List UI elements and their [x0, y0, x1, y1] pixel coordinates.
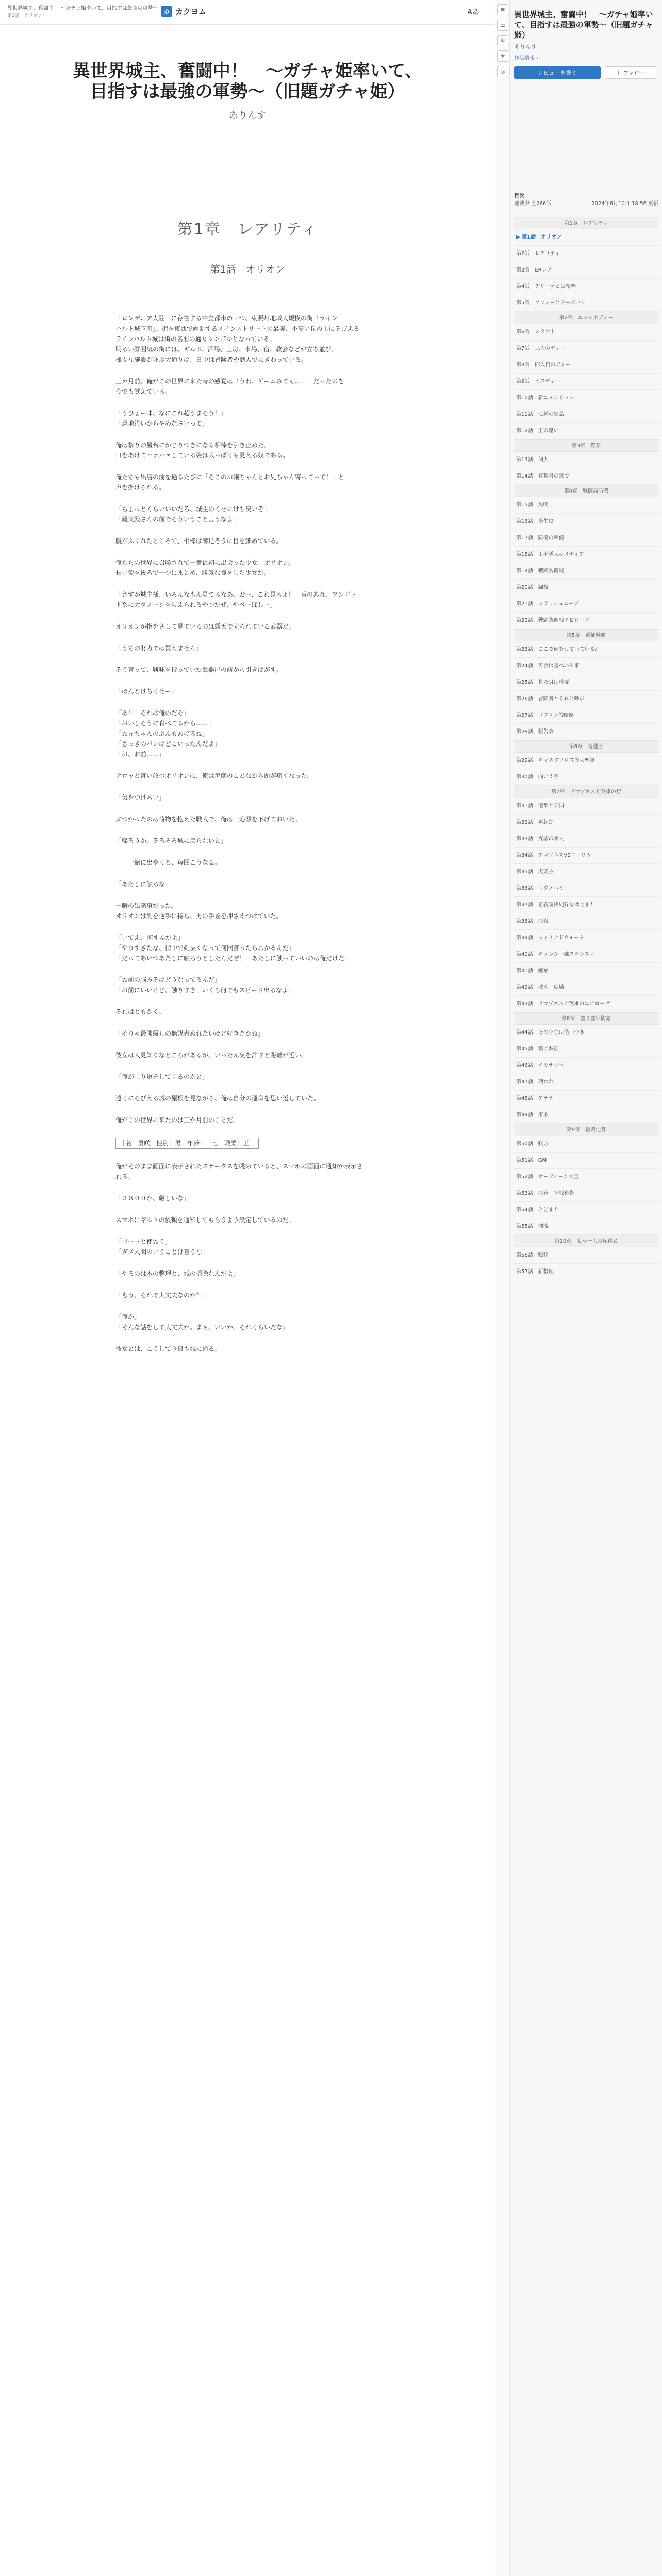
toc-episode-link[interactable]: 第17話 防衛の準備	[514, 530, 658, 547]
story-line: 「ダメ人間のいうことは言うな」	[115, 1248, 209, 1256]
toc-episode-link[interactable]: 第32話 再起動	[514, 815, 658, 831]
circle-icon[interactable]: ◎	[497, 66, 508, 77]
paragraph-gap	[115, 1204, 384, 1215]
paragraph-gap	[115, 995, 384, 1007]
toc-episode-link[interactable]: 第10話 新ユメジリョン	[514, 390, 658, 406]
toc-episode-link[interactable]: 第35話 天要主	[514, 864, 658, 880]
episode-body	[115, 313, 384, 1354]
story-line: 「お前の脳みそはどうなってるんだ」	[115, 976, 221, 984]
story-line: 「ロンデニア大陸」に存在する中立都市の１つ、東照州地域大規模の街「ライン	[115, 315, 338, 322]
story-line: 「お兄ちゃんのぶんもあげるね」	[115, 730, 209, 737]
story-line: 俺たちも出店の前を通るたびに「そこのお嬢ちゃんとお兄ちゃん寄ってって！」と	[115, 473, 345, 481]
story-line: 「お前にいいけど、触りすぎ。いくら何でもスピード出るなよ」	[115, 987, 295, 994]
paragraph-gap	[115, 889, 384, 901]
toc-episode-link[interactable]: 第39話 ファイナドウォーク	[514, 930, 658, 946]
story-line: 「パーッと使おう」	[115, 1238, 172, 1245]
work-panel	[514, 9, 658, 1280]
paragraph-gap	[115, 493, 384, 504]
toc-section-header: 第7章 アマゾネス七英雄の行	[514, 786, 658, 798]
toc-episode-link[interactable]: 第53話 決意＋宣戦布告	[514, 1185, 658, 1202]
story-line: 声を掛けられる。	[115, 484, 166, 491]
paragraph-gap	[115, 1300, 384, 1312]
story-line	[115, 1137, 384, 1150]
toc-episode-link[interactable]: 第26話 冒険者とそれと呼び	[514, 691, 658, 707]
toc-episode-link[interactable]: 第55話 漂流	[514, 1218, 658, 1235]
story-line: 「そんな話をして大丈夫か。まぁ、いいか。それくらいだな」	[115, 1324, 289, 1331]
work-heading	[67, 61, 428, 122]
story-line: 俺がこの世界に来たのは三か月前のことだ。	[115, 1116, 240, 1124]
story-line: ト系に大ダメージを与えられるやつだぜ。やべーほしー」	[115, 601, 276, 608]
paragraph-gap	[115, 1060, 384, 1072]
toc-episode-link[interactable]: 第29話 キャスタウロスの大聖誕	[514, 753, 658, 769]
toc-section-header: 第2章 エンスポディー	[514, 312, 658, 324]
sidebar	[495, 0, 662, 2576]
toc-episode-link[interactable]: 第21話 フラッシュムーブ	[514, 596, 658, 613]
paragraph-gap	[115, 868, 384, 879]
toc-episode-link[interactable]: 第52話 オーディーン大宣	[514, 1169, 658, 1185]
toc-episode-link[interactable]: 第44話 その小生は値口つき	[514, 1025, 658, 1041]
sidebar-work-title[interactable]: 異世界城主、奮闘中！ 〜ガチャ姫率いて、目指すは最強の軍勢〜（旧題ガチャ姫）	[514, 10, 653, 40]
toc-section-header: 第6章 竜運王	[514, 740, 658, 753]
story-line: 今でも覚えている。	[115, 388, 172, 395]
story-line: 様々な施設が並ぶ大通りは、日中は冒険者や商人でにぎわっている。	[115, 356, 307, 363]
toc-section-header: 第1章 レアリティ	[514, 217, 658, 229]
story-line: 三カ月前、俺がこの世界に来た時の感覚は「うわ、ゲームみてぇ……」だったのを	[115, 378, 344, 385]
toc-episode-link[interactable]: 第45話 領ごお征	[514, 1041, 658, 1058]
story-line: 「さすが城主様、いろんなもん見てるなあ。おー、これ見ろよ！ 旨のあれ、アンデッ	[115, 591, 357, 598]
toc-section-header: 第4章 戦闘局防戦	[514, 485, 658, 497]
story-line: 一瞬の出来事だった。	[115, 902, 178, 909]
paragraph-gap	[115, 675, 384, 686]
toc-episode-link[interactable]: 第48話 アテナ	[514, 1091, 658, 1107]
toc-episode-link[interactable]: 第40話 キュンシー雑フランスマ	[514, 946, 658, 963]
story-line: オリオンは剣を逆手に持ち、男の手首を押さえつけていた。	[115, 912, 283, 920]
toc-section-header: 第8章 盗り盗い防衛	[514, 1012, 658, 1025]
toc-episode-link[interactable]: 第41話 継承	[514, 963, 658, 979]
toc-section-header: 第9章 信戦他賞	[514, 1124, 658, 1136]
toc-episode-link[interactable]: 第13話 個人	[514, 452, 658, 468]
story-line: 彼女とは、こうして今日も城に帰る。	[115, 1345, 221, 1352]
paragraph-gap	[115, 578, 384, 589]
sidebar-toolbar	[495, 0, 510, 2576]
story-line: 「俺か」	[115, 1313, 141, 1320]
toc-episode-link[interactable]: 第4話 アリーナとは相棒	[514, 279, 658, 295]
story-line: 「だってあいつあたしに触ろうとしたんだぜ！ あたしに触っていいのは俺だけだ」	[115, 955, 351, 962]
table-of-contents	[514, 217, 658, 1280]
toc-episode-link[interactable]: 第42話 散斗 広場	[514, 979, 658, 996]
paragraph-gap	[115, 461, 384, 472]
paragraph-gap	[115, 1332, 384, 1344]
status-box: ［名 勇咲 性別：男 年齢：一七 職業：王］	[115, 1138, 259, 1149]
site-header	[0, 0, 495, 25]
gear-icon[interactable]: ⚙	[497, 35, 508, 46]
paragraph-gap	[115, 824, 384, 836]
story-line: 俺がそのまま画面に表示されたステータスを眺めていると、スマホの画面に通知が表示さ	[115, 1163, 363, 1170]
paragraph-gap	[115, 846, 384, 857]
toc-episode-link[interactable]: 第37話 正義調決純粋なはじまり	[514, 897, 658, 913]
toc-episode-link[interactable]: 第3話 ERレア	[514, 262, 658, 279]
toc-episode-link[interactable]: 第46話 イカサマ玉	[514, 1058, 658, 1074]
paragraph-gap	[115, 1017, 384, 1028]
story-line: 「あたしに触るな」	[115, 880, 172, 888]
toc-episode-link[interactable]: 第7話 三人のディー	[514, 341, 658, 357]
toc-episode-link[interactable]: 第50話 転方	[514, 1136, 658, 1153]
toc-episode-link[interactable]: 第27話 ゴブリン戦略略	[514, 707, 658, 724]
toc-episode-link[interactable]: 第51話 GM	[514, 1153, 658, 1169]
story-line: 「うひょー味、なにこれ超うまそう！」	[115, 410, 227, 417]
toc-episode-link[interactable]: 第6話 スタウト	[514, 324, 658, 341]
chapter-title: 第1章 レアリティ	[177, 221, 318, 239]
site-logo-text: カクヨム	[175, 7, 207, 16]
paragraph-gap	[115, 546, 384, 557]
paragraph-gap	[115, 1039, 384, 1050]
paragraph-gap	[115, 1125, 384, 1137]
breadcrumb-title[interactable]: 異世界城主、奮闘中！ 〜ガチャ姫率いて、目指すは最強の軍勢〜	[7, 6, 158, 11]
toc-episode-link[interactable]: 第9話 ミスディー	[514, 374, 658, 390]
story-line: 明るい雰囲気の街には、ギルド、酒場、工房、市場、宿、教会などが立ち並び、	[115, 346, 338, 353]
toc-section-header: 第5章 遠征戦略	[514, 629, 658, 641]
story-line: 「３８００か、厳しいな」	[115, 1195, 190, 1202]
author-name[interactable]: ありんす	[229, 110, 266, 121]
toc-section-header: 第3章 野菜	[514, 439, 658, 452]
paragraph-gap	[115, 610, 384, 621]
story-line: 腹がふくれたところで、相棒は満足そうに目を細めている。	[115, 537, 283, 545]
toc-episode-link[interactable]: 第19話 戦闘防衛戦	[514, 563, 658, 580]
toc-meta	[514, 192, 658, 208]
toc-episode-link[interactable]: 第49話 家主	[514, 1107, 658, 1124]
toc-episode-link[interactable]: 第56話 転移	[514, 1247, 658, 1264]
paragraph-gap	[115, 697, 384, 708]
story-line: 「親父殿さんの前でそういうこと言うなよ」	[115, 516, 240, 523]
toc-episode-link[interactable]: 第47話 使われ	[514, 1074, 658, 1091]
paragraph-gap	[115, 1082, 384, 1093]
story-line: 「お、お前……」	[115, 751, 166, 758]
paragraph-gap	[115, 365, 384, 376]
paragraph-gap	[115, 1279, 384, 1290]
toc-episode-link[interactable]: 第24話 再会は喜べいる事	[514, 658, 658, 674]
story-line: そう言って、興味を持っていた武器屋の前から引きはがす。	[115, 666, 282, 673]
toc-episode-link[interactable]: 第30話 向いえ手	[514, 769, 658, 786]
toc-episode-link[interactable]: ▶ 第1話 オリオン	[514, 229, 658, 246]
story-line: 「俺が上り道をしてくるのかと」	[115, 1073, 209, 1080]
toc-episode-link[interactable]: 第31話 宅都と天国	[514, 798, 658, 815]
paragraph-gap	[115, 1104, 384, 1115]
paragraph-gap	[115, 921, 384, 933]
toc-episode-link[interactable]: 第11話 七種の結晶	[514, 406, 658, 423]
paragraph-gap	[115, 803, 384, 814]
story-line: ケロッと言い放つオリオンに、俺は毎度のことながら頭が痛くなった。	[115, 772, 313, 779]
paragraph-gap	[115, 781, 384, 792]
toc-meta-row	[514, 200, 658, 208]
toc-episode-link[interactable]: 第22話 戦闘防衛戦エピローグ	[514, 613, 658, 629]
paragraph-gap	[115, 397, 384, 408]
paragraph-gap	[115, 1257, 384, 1268]
action-buttons	[514, 66, 658, 79]
toc-episode-link[interactable]: 第8話 四人目のディー	[514, 357, 658, 374]
story-line: 俺は祭りの屋台にかじりつきになる相棒を引き止めた。	[115, 442, 271, 449]
episode-count: 連載中 全266話	[514, 201, 552, 207]
work-title[interactable]: 異世界城主、奮闘中！ 〜ガチャ姫率いて、目指すは最強の軍勢〜（旧題ガチャ姫）	[72, 61, 423, 102]
star-icon[interactable]: ★	[497, 50, 508, 62]
toc-label: 目次	[514, 193, 524, 199]
toc-episode-link[interactable]: 第15話 説明	[514, 497, 658, 514]
toc-episode-link[interactable]: 第34話 アマゾネスVSエーリカ	[514, 848, 658, 864]
toc-episode-link[interactable]: 第25話 見た目は重要	[514, 674, 658, 691]
paragraph-gap	[115, 653, 384, 665]
toc-episode-link[interactable]: 第23話 ここで何をしていている？	[514, 641, 658, 658]
toc-episode-link[interactable]: 第36話 コクノハミ	[514, 880, 658, 897]
toc-episode-link[interactable]: 第38話 決着	[514, 913, 658, 930]
story-line: 俺たちの世界に召喚されて一番最初に出会った少女、オリオン。	[115, 559, 294, 566]
story-line: 「やりすぎたな、街中で剣抜くなって何回言ったらわかるんだ」	[115, 944, 295, 952]
list-icon[interactable]: ☰	[497, 20, 508, 31]
paragraph-gap	[115, 963, 384, 975]
reader-main	[0, 25, 495, 2576]
story-line: スマホにギルドの依頼を通知してもらうよう設定しているのだ。	[115, 1216, 295, 1224]
paragraph-gap	[115, 429, 384, 440]
story-line: 「さっきのパンはどこいったんだよ」	[115, 740, 221, 748]
display-settings-button[interactable]: Aあ	[467, 8, 479, 16]
paragraph-gap	[115, 759, 384, 771]
toc-episode-link[interactable]: 第2話 レアリティ	[514, 246, 658, 262]
toc-episode-link[interactable]: 第20話 闘技	[514, 580, 658, 596]
write-review-button[interactable]: レビューを書く	[514, 66, 601, 79]
story-line: 「うちの財力では買えません」	[115, 645, 203, 652]
last-updated: 2024年6月10日 18:56 更新	[591, 201, 658, 207]
toc-section-header: 第10章 もう一人の転移者	[514, 1235, 658, 1247]
episode-title: 第1話 オリオン	[210, 264, 285, 275]
toc-episode-link[interactable]: 第57話 新整理	[514, 1264, 658, 1280]
work-info-link[interactable]: 作品情報 ›	[514, 56, 539, 61]
breadcrumb[interactable]	[7, 5, 162, 20]
toc-episode-link[interactable]: 第43話 アマゾネス七英雄のエピローグ	[514, 996, 658, 1012]
story-line: 「帰ろうか。そろそろ城に戻らないと」	[115, 837, 227, 844]
story-line: 彼女は人見知りなところがあるが、いったん気を許すと距離が近い。	[115, 1052, 308, 1059]
story-line: 口をあけてハァハァしている姿は犬っぽくも見える奴である。	[115, 452, 289, 459]
story-line: それはともかく。	[115, 1008, 165, 1015]
story-line: ぶつかったのは荷物を抱えた職人で、俺は一応頭を下げておいた。	[115, 816, 301, 823]
story-line: ハルト城下町」。街を東西で両断するメインストリートの最奥、小高い丘の上にそびえる	[115, 325, 360, 332]
site-logo[interactable]	[161, 5, 206, 18]
toc-episode-link[interactable]: 第12話 王の違い	[514, 423, 658, 439]
story-line: 「そりゃ最強級しの無謀者ぬれたいほど好きだかね」	[115, 1030, 264, 1037]
story-line: れる。	[115, 1173, 135, 1180]
story-line: 遠くにそびえる城の屋根を見ながら、俺は自分の運命を思い返していた。	[115, 1095, 320, 1102]
story-line: 「いてえ、何すんだよ」	[115, 934, 184, 941]
kakuyomu-logo-icon: カ	[161, 6, 172, 17]
toc-episode-link[interactable]: 第18話 １小隊大キメディア	[514, 547, 658, 563]
paragraph-gap	[115, 524, 384, 536]
story-line: 「ほんとけちくせー」	[115, 688, 178, 695]
story-line: 「もう、それで大丈夫なのか？」	[115, 1292, 209, 1299]
story-line: 「ちょっとくらいいいだろ、城主のくせにけち臭いぞ」	[115, 505, 271, 513]
sidebar-author[interactable]: ありんす	[514, 43, 537, 50]
paragraph-gap	[115, 1225, 384, 1236]
menu-icon[interactable]: ≡	[497, 4, 508, 15]
story-line: 「おいしそうに食べてるから……」	[115, 720, 215, 727]
story-line: 「意地汚いからやめなさいって」	[115, 420, 209, 427]
story-line: 「あ！ それは俺のだぞ」	[115, 709, 190, 717]
toc-episode-link[interactable]: 第16話 墨生虫	[514, 514, 658, 530]
toc-episode-link[interactable]: 第5話 ソフィーとテーズバン	[514, 295, 658, 312]
story-line: 長い髪を後ろで一つにまとめ、勝気な瞳をした少女だ。	[115, 569, 270, 577]
paragraph-gap	[115, 1150, 384, 1161]
story-line: ラインハルト城は街の名前の通りシンボルとなっている。	[115, 335, 276, 343]
story-line: 「やるのは本の整理と、城の掃除なんだよ」	[115, 1270, 240, 1277]
toc-episode-link[interactable]: 第33話 究壊の帳人	[514, 831, 658, 848]
paragraph-gap	[115, 632, 384, 643]
follow-button[interactable]: ＋ フォロー	[605, 66, 656, 79]
story-line: オリオンが指をさして見ているのは露天で売られている武器だ。	[115, 623, 295, 630]
toc-episode-link[interactable]: 第14話 宣誓書の意で	[514, 468, 658, 485]
breadcrumb-episode: 第1話 オリオン	[7, 13, 43, 19]
story-line: 「気をつけろい」	[115, 794, 166, 801]
story-line: 一緒に出歩くと、毎回こうなる。	[115, 859, 221, 866]
toc-episode-link[interactable]: 第28話 報告会	[514, 724, 658, 740]
paragraph-gap	[115, 1182, 384, 1193]
toc-episode-link[interactable]: 第54話 とどまり	[514, 1202, 658, 1218]
